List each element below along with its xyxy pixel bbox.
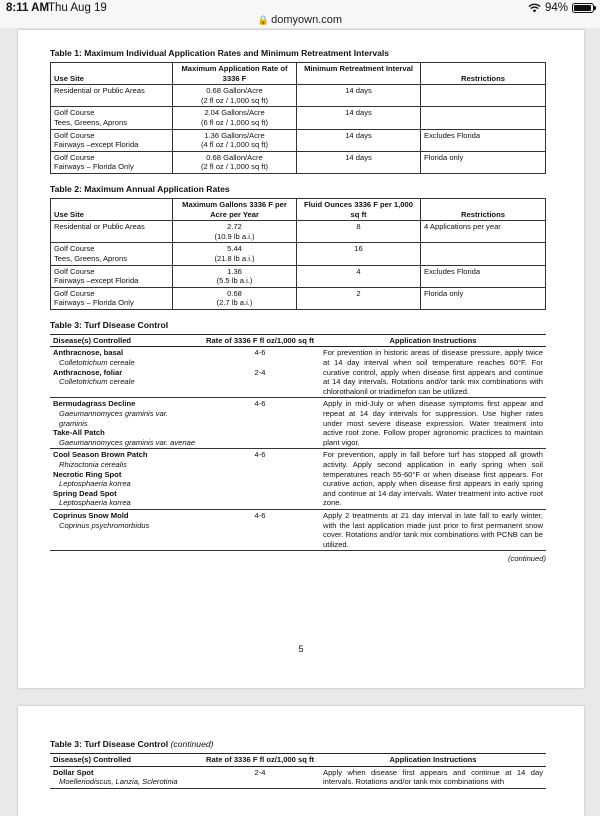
disease-name: Anthracnose, basal bbox=[53, 348, 124, 358]
rate-cell: 2-4 bbox=[200, 766, 320, 788]
disease-rate bbox=[203, 489, 317, 508]
ios-status-bar bbox=[0, 0, 600, 28]
restrictions-cell: 4 Applications per year bbox=[421, 221, 546, 243]
cell-line: Golf Course bbox=[54, 288, 95, 298]
cell-line: Golf Course bbox=[54, 244, 95, 254]
table1-header-max-rate: Maximum Application Rate of 3336 F bbox=[173, 63, 297, 85]
use-site-cell bbox=[51, 265, 173, 287]
table3-continued bbox=[50, 753, 546, 789]
restrictions-cell: Excludes Florida bbox=[421, 265, 546, 287]
address-bar[interactable] bbox=[0, 14, 600, 26]
url-text: domyown.com bbox=[271, 14, 343, 26]
disease-scientific-name: Gaeumannomyces graminis var. avenae bbox=[59, 437, 196, 447]
rate-cell bbox=[200, 449, 320, 510]
disease-rate: 4-6 bbox=[254, 510, 266, 520]
use-site-cell bbox=[51, 151, 173, 173]
instructions-cell: Apply 2 treatments at 21 day interval in late fall to early winter, with the last application made just prior to first permanent snow cover. Rotations and/or tank mix combinations with PCNB can be utilized. bbox=[320, 509, 546, 550]
disease-scientific-name: Gaeumannomyces graminis var. graminis bbox=[59, 409, 169, 428]
table2-row bbox=[51, 265, 546, 287]
cell-line: Tees, Greens, Aprons bbox=[54, 253, 128, 263]
disease-rate: 4-6 bbox=[254, 348, 266, 358]
status-indicators bbox=[528, 2, 594, 14]
fluid-ounces-cell: 2 bbox=[297, 287, 421, 309]
disease-scientific-name: Colletotrichum cereale bbox=[59, 358, 135, 368]
cell-line: Golf Course bbox=[54, 266, 95, 276]
rate-cell bbox=[200, 509, 320, 550]
clock-date: Thu Aug 19 bbox=[48, 2, 107, 14]
cell-line: Residential or Public Areas bbox=[54, 86, 145, 96]
table1-header-interval: Minimum Retreatment Interval bbox=[297, 63, 421, 85]
disease-name: Anthracnose, foliar bbox=[53, 367, 123, 377]
table1-row bbox=[51, 129, 546, 151]
disease-rate: 2-4 bbox=[254, 367, 266, 377]
cell-line: (5.5 lb a.i.) bbox=[216, 276, 253, 286]
rate-cell bbox=[200, 347, 320, 398]
cell-line: Residential or Public Areas bbox=[54, 222, 145, 232]
table3c-row bbox=[50, 766, 546, 788]
disease-rate bbox=[203, 470, 317, 489]
rate-cell bbox=[200, 398, 320, 449]
diseases-cell bbox=[50, 766, 200, 788]
table1 bbox=[50, 62, 546, 174]
disease-rate: 4-6 bbox=[254, 450, 266, 460]
table3-header-rate: Rate of 3336 F fl oz/1,000 sq ft bbox=[200, 334, 320, 347]
cell-line: (2.7 lb a.i.) bbox=[216, 298, 253, 308]
disease-scientific-name: Rhizoctonia cerealis bbox=[59, 460, 127, 469]
table2-row bbox=[51, 287, 546, 309]
disease-scientific-name: Moelleriodiscus, Lanzia, Sclerotinia bbox=[59, 777, 178, 787]
cell-line: Fairways –except Florida bbox=[54, 140, 139, 150]
restrictions-cell: Florida only bbox=[421, 287, 546, 309]
use-site-cell bbox=[51, 287, 173, 309]
cell-line: (21.8 lb a.i.) bbox=[214, 253, 255, 263]
table1-header-restrictions: Restrictions bbox=[421, 63, 546, 85]
interval-cell: 14 days bbox=[297, 129, 421, 151]
cell-line: Golf Course bbox=[54, 130, 95, 140]
disease-scientific-name: Coprinus psychromorbidus bbox=[59, 520, 150, 530]
table3-row bbox=[50, 398, 546, 449]
table3c-header-instructions: Application Instructions bbox=[320, 754, 546, 767]
cell-line: 2.04 Gallons/Acre bbox=[204, 108, 265, 118]
table1-row bbox=[51, 151, 546, 173]
cell-line: Golf Course bbox=[54, 152, 95, 162]
table1-row bbox=[51, 107, 546, 129]
disease-name: Coprinus Snow Mold bbox=[53, 510, 129, 520]
table2-caption: Table 2: Maximum Annual Application Rates bbox=[50, 183, 230, 194]
table3-row bbox=[50, 449, 546, 510]
instructions-cell: For prevention, apply in fall before turf has stopped all growth activity. Apply second application in early spring when soil temperatures reach 55-60°F or when disease first appears. For curative action, apply when disease first appears in early spring and continue at 14 day intervals. Water treatment into active root zone. bbox=[320, 449, 546, 510]
instructions-cell: Apply when disease first appears and continue at 14 day intervals. Rotations and/or tank mix combinations with bbox=[320, 766, 546, 788]
restrictions-cell: Excludes Florida bbox=[421, 129, 546, 151]
page-number: 5 bbox=[298, 644, 304, 654]
max-rate-cell bbox=[173, 151, 297, 173]
cell-line: (2 fl oz / 1,000 sq ft) bbox=[200, 162, 269, 172]
cell-line: 0.68 Gallon/Acre bbox=[206, 86, 263, 96]
max-rate-cell bbox=[173, 129, 297, 151]
table3-row bbox=[50, 509, 546, 550]
diseases-cell bbox=[50, 398, 200, 449]
cell-line: Fairways – Florida Only bbox=[54, 162, 134, 172]
max-rate-cell bbox=[173, 85, 297, 107]
interval-cell: 14 days bbox=[297, 107, 421, 129]
disease-name: Bermudagrass Decline bbox=[53, 399, 136, 409]
cell-line: Tees, Greens, Aprons bbox=[54, 117, 128, 127]
use-site-cell bbox=[51, 221, 173, 243]
table2-header-use-site: Use Site bbox=[51, 198, 173, 220]
restrictions-cell bbox=[421, 107, 546, 129]
table1-row bbox=[51, 85, 546, 107]
use-site-cell bbox=[51, 107, 173, 129]
disease-rate: 4-6 bbox=[254, 399, 266, 409]
disease-name: Dollar Spot bbox=[53, 767, 94, 777]
interval-cell: 14 days bbox=[297, 85, 421, 107]
cell-line: 1.36 bbox=[227, 266, 242, 276]
cell-line: (2 fl oz / 1,000 sq ft) bbox=[200, 95, 269, 105]
instructions-cell: For prevention in historic areas of disease pressure, apply twice at 14 day interval when soil temperature reaches 60°F. For curative control, apply when disease first appears and continue at 14 day intervals. Rotations and/or tank mix combinations with chlorothalonil or triadimefon can be utilized. bbox=[320, 347, 546, 398]
diseases-cell bbox=[50, 509, 200, 550]
disease-name: Necrotic Ring Spot bbox=[53, 469, 122, 479]
diseases-cell bbox=[50, 449, 200, 510]
table2 bbox=[50, 198, 546, 310]
table2-header-max-gallons: Maximum Gallons 3336 F per Acre per Year bbox=[173, 198, 297, 220]
cell-line: 1.36 Gallons/Acre bbox=[204, 130, 265, 140]
battery-fill bbox=[574, 5, 591, 11]
disease-rate bbox=[203, 419, 317, 438]
use-site-cell bbox=[51, 129, 173, 151]
cell-line: (6 fl oz / 1,000 sq ft) bbox=[200, 117, 269, 127]
clock-time: 8:11 AM bbox=[6, 2, 50, 14]
cell-line: 0.68 bbox=[227, 288, 242, 298]
wifi-icon bbox=[528, 3, 541, 13]
cell-line: 5.44 bbox=[227, 244, 242, 254]
cell-line: 0.68 Gallon/Acre bbox=[206, 152, 263, 162]
table3c-header-diseases: Disease(s) Controlled bbox=[50, 754, 200, 767]
cell-line: Fairways –except Florida bbox=[54, 276, 139, 286]
max-rate-cell bbox=[173, 107, 297, 129]
battery-icon bbox=[572, 3, 594, 13]
cell-line: Fairways – Florida Only bbox=[54, 298, 134, 308]
max-gallons-cell bbox=[173, 221, 297, 243]
restrictions-cell bbox=[421, 243, 546, 265]
table2-row bbox=[51, 221, 546, 243]
cell-line: 2.72 bbox=[227, 222, 242, 232]
diseases-cell bbox=[50, 347, 200, 398]
table1-header-use-site: Use Site bbox=[51, 63, 173, 85]
restrictions-cell bbox=[421, 85, 546, 107]
table1-caption: Table 1: Maximum Individual Application Rates and Minimum Retreatment Intervals bbox=[50, 48, 390, 58]
disease-scientific-name: Leptosphaeria korrea bbox=[59, 479, 131, 489]
table3-header-instructions: Application Instructions bbox=[320, 334, 546, 347]
max-gallons-cell bbox=[173, 287, 297, 309]
disease-scientific-name: Colletotrichum cereale bbox=[59, 377, 135, 387]
interval-cell: 14 days bbox=[297, 151, 421, 173]
use-site-cell bbox=[51, 243, 173, 265]
continued-note: (continued) bbox=[508, 554, 546, 564]
table3-continued-caption bbox=[50, 739, 546, 749]
disease-name: Take-All Patch bbox=[53, 428, 105, 438]
cell-line: Golf Course bbox=[54, 108, 95, 118]
disease-name: Spring Dead Spot bbox=[53, 488, 117, 498]
fluid-ounces-cell: 16 bbox=[297, 243, 421, 265]
table3-header-diseases: Disease(s) Controlled bbox=[50, 334, 200, 347]
document-page-5 bbox=[18, 30, 584, 688]
table2-header-restrictions: Restrictions bbox=[421, 198, 546, 220]
table2-header-fluid-ounces: Fluid Ounces 3336 F per 1,000 sq ft bbox=[297, 198, 421, 220]
fluid-ounces-cell: 4 bbox=[297, 265, 421, 287]
table3 bbox=[50, 334, 546, 551]
fluid-ounces-cell: 8 bbox=[297, 221, 421, 243]
lock-icon: 🔒 bbox=[257, 15, 270, 25]
table3c-header-rate: Rate of 3336 F fl oz/1,000 sq ft bbox=[200, 754, 320, 767]
restrictions-cell: Florida only bbox=[421, 151, 546, 173]
max-gallons-cell bbox=[173, 243, 297, 265]
disease-scientific-name: Leptosphaeria korrea bbox=[59, 498, 131, 508]
table3-continued-suffix: (continued) bbox=[170, 739, 214, 749]
disease-name: Cool Season Brown Patch bbox=[53, 450, 148, 460]
instructions-cell: Apply in mid-July or when disease symptoms first appear and repeat at 14 day intervals for suppression. Use higher rates under most severe disease expression. Water treatment into active root zone. Follow proper agronomic practices to maintain plant vigor. bbox=[320, 398, 546, 449]
table3-caption: Table 3: Turf Disease Control bbox=[50, 319, 169, 330]
max-gallons-cell bbox=[173, 265, 297, 287]
table3-continued-title: Table 3: Turf Disease Control bbox=[50, 739, 169, 749]
battery-percent: 94% bbox=[544, 2, 568, 14]
table3-row bbox=[50, 347, 546, 398]
use-site-cell bbox=[51, 85, 173, 107]
cell-line: (4 fl oz / 1,000 sq ft) bbox=[200, 140, 269, 150]
cell-line: (10.9 lb a.i.) bbox=[214, 231, 255, 241]
table2-row bbox=[51, 243, 546, 265]
